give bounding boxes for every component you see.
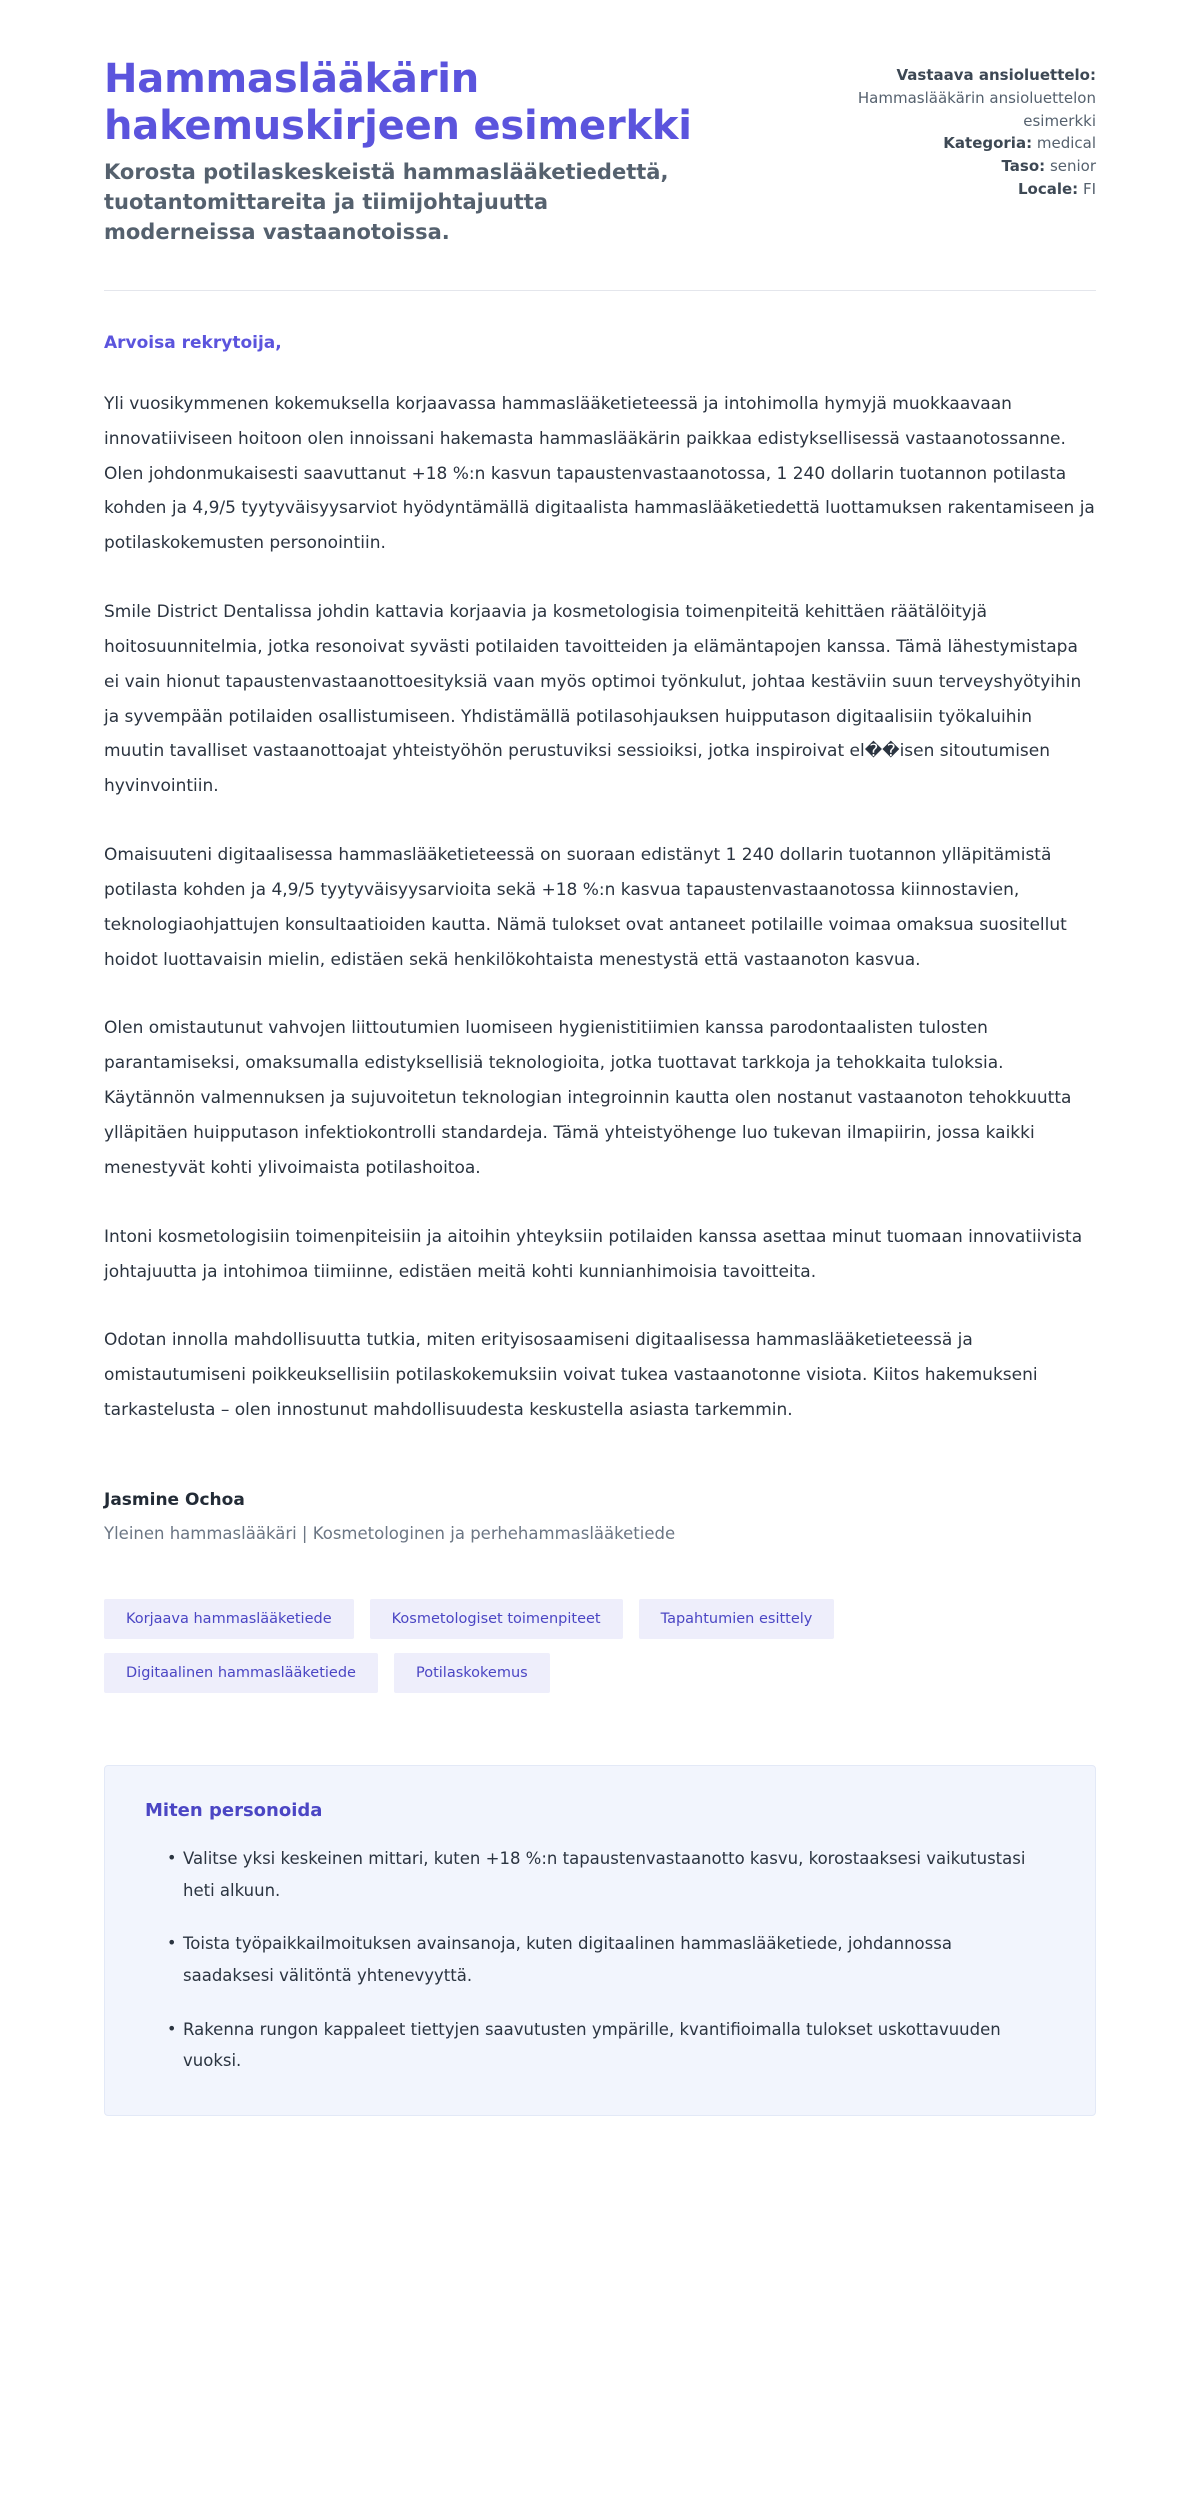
tag-list [104,1599,964,1693]
meta-label-locale: Locale: [1017,179,1079,198]
cover-letter-body [104,291,1096,1543]
letter-paragraph: Intoni kosmetologisiin toimenpiteisiin ja aitoihin yhteyksiin potilaiden kanssa asettaa minut tuomaan innovatiivista johtajuutta ja intohimoa tiimiinne, edistäen meitä kohti kunnianhimoisia tavoitteita. [104,1226,1083,1282]
document-header [104,0,1096,248]
meta-row-category [806,132,1096,155]
signature-name: Jasmine Ochoa [104,1489,245,1510]
letter-paragraph: Olen omistautunut vahvojen liittoutumien luomiseen hygienistitiimien kanssa parodontaalisten tulosten parantamiseksi, omaksumalla edistyksellisiä teknologioita, jotka tuottavat tarkkoja ja tehokkaita tuloksia. Käytännön valmennuksen ja sujuvoitetun teknologian integroinnin kautta olen nostanut vastaanoton tehokkuutta ylläpitäen huipputason infektiokontrolli standardeja. Tämä yhteistyöhenge luo tukevan ilmapiirin, jossa kaikki menestyvät kohti ylivoimaista potilashoitoa. [104,1018,1072,1178]
callout-list-item: • Valitse yksi keskeinen mittari, kuten +18 %:n tapaustenvastaanotto kasvu, korostaaksesi vaikutustasi heti alkuun. [167,1843,1047,1906]
callout-title: Miten personoida [145,1799,323,1821]
meta-label-resume: Vastaava ansioluettelo: [896,66,1096,84]
meta-value-level: senior [1049,157,1096,176]
meta-row-level [806,155,1096,178]
header-title-block [104,56,764,248]
personalization-callout [104,1765,1096,2116]
document-metadata [806,56,1096,201]
page-subtitle: Korosta potilaskeskeistä hammaslääketiedettä, tuotantomittareita ja tiimijohtajuutta moderneissa vastaanotoissa. [104,160,669,244]
callout-list-item: • Toista työpaikkailmoituksen avainsanoja, kuten digitaalinen hammaslääketiede, johdannossa saadaksesi välitöntä yhtenevyyttä. [167,1928,1047,1991]
signature-role: Yleinen hammaslääkäri | Kosmetologinen ja perhehammaslääketiede [104,1523,676,1543]
letter-salutation: Arvoisa rekrytoija, [104,332,282,353]
letter-paragraph: Omaisuuteni digitaalisessa hammaslääketieteessä on suoraan edistänyt 1 240 dollarin tuotannon ylläpitämistä potilasta kohden ja 4,9/5 tyytyväisyysarvioita sekä +18 %:n kasvua tapaustenvastaanotossa kiinnostavien, teknologiaohjattujen konsultaatioiden kautta. Nämä tulokset ovat antaneet potilaille voimaa omaksua suositellut hoidot luottavaisin mielin, edistäen sekä henkilökohtaista menestystä että vastaanoton kasvua. [104,845,1067,970]
meta-value-category: medical [1036,134,1096,153]
tag-chip[interactable]: Digitaalinen hammaslääketiede [104,1653,378,1693]
meta-value-resume: Hammaslääkärin ansioluettelon esimerkki [857,88,1096,130]
tag-chip[interactable]: Potilaskokemus [394,1653,550,1693]
meta-row-resume [806,64,1096,87]
callout-list [145,1843,1055,2077]
meta-value-locale: FI [1082,179,1096,198]
meta-label-level: Taso: [1001,157,1046,176]
signature-block [104,1490,1096,1543]
tag-chip[interactable]: Kosmetologiset toimenpiteet [370,1599,623,1639]
letter-paragraph: Smile District Dentalissa johdin kattavia korjaavia ja kosmetologisia toimenpiteitä kehittäen räätälöityjä hoitosuunnitelmia, jotka resonoivat syvästi potilaiden tavoitteiden ja elämäntapojen kanssa. Tämä lähestymistapa ei vain hionut tapaustenvastaanottoesityksiä vaan myös optimoi työnkulut, johtaa kestäviin suun terveyshyötyihin ja syvempään potilaiden osallistumiseen. Yhdistämällä potilasohjauksen huipputason digitaalisiin työkaluihin muutin tavalliset vastaanottoajat yhteistyöhön perustuviksi sessioiksi, jotka inspiroivat el��isen sitoutumisen hyvinvointiin. [104,602,1082,797]
letter-paragraph: Yli vuosikymmenen kokemuksella korjaavassa hammaslääketieteessä ja intohimolla hymyjä muokkaavaan innovatiiviseen hoitoon olen innoissani hakemasta hammaslääkärin paikkaa edistyksellisessä vastaanotossanne. Olen johdonmukaisesti saavuttanut +18 %:n kasvun tapaustenvastaanotossa, 1 240 dollarin tuotannon potilasta kohden ja 4,9/5 tyytyväisyysarviot hyödyntämällä digitaalista hammaslääketiedettä luottamuksen rakentamiseen ja potilaskokemusten personointiin. [104,393,1095,554]
letter-paragraph: Odotan innolla mahdollisuutta tutkia, miten erityisosaamiseni digitaalisessa hammaslääketieteessä ja omistautumiseni poikkeuksellisiin potilaskokemuksiin voivat tukea vastaanotonne visiota. Kiitos hakemukseni tarkastelusta – olen innostunut mahdollisuudesta keskustella asiasta tarkemmin. [104,1330,1038,1421]
meta-row-locale [806,178,1096,201]
tag-chip[interactable]: Korjaava hammaslääketiede [104,1599,354,1639]
meta-label-category: Kategoria: [943,134,1033,153]
page-title: Hammaslääkärin hakemuskirjeen esimerkki [104,56,692,150]
callout-list-item: • Rakenna rungon kappaleet tiettyjen saavutusten ympärille, kvantifioimalla tulokset uskottavuuden vuoksi. [167,2014,1047,2077]
tag-chip[interactable]: Tapahtumien esittely [639,1599,835,1639]
